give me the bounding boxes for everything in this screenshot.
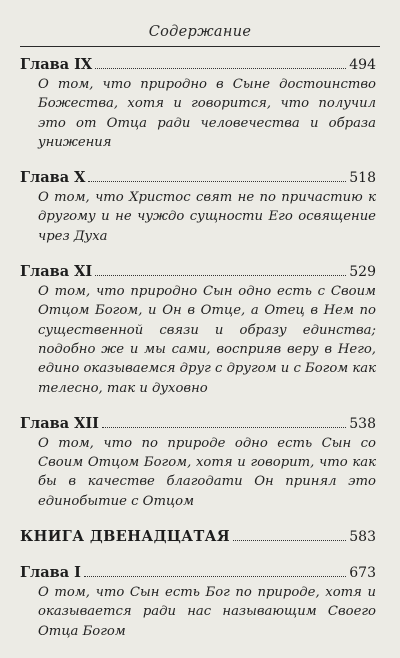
chapter-description: О том, что по природе одно есть Сын со Своим Отцом Богом, хотя и говорит, что как бы в качестве благодати Он принял это единобытие с Отцом	[38, 435, 376, 509]
chapter-label: Глава X	[20, 169, 86, 187]
page-number: 494	[349, 57, 376, 73]
header-rule	[20, 46, 380, 47]
toc-entry-book-12	[20, 528, 376, 545]
toc-entry-chapter-12	[20, 415, 376, 511]
dot-leader	[88, 181, 346, 182]
chapter-description: О том, что Христос свят не по причастию к другому и не чуждо сущности Его освящение чрез Духа	[38, 190, 376, 244]
toc-entry-chapter-10	[20, 169, 376, 246]
toc-entry-chapter-1	[20, 564, 376, 641]
page-number: 529	[349, 264, 376, 281]
page-number: 673	[349, 565, 376, 582]
chapter-label: Глава XI	[20, 263, 93, 281]
dot-leader	[84, 576, 346, 577]
toc-entry-chapter-9	[20, 56, 376, 152]
dot-leader	[95, 68, 346, 69]
page-number: 538	[349, 415, 376, 432]
book-label: КНИГА ДВЕНАДЦАТАЯ	[20, 528, 231, 546]
dot-leader	[95, 275, 346, 276]
chapter-label: Глава IX	[20, 56, 93, 73]
table-of-contents	[20, 56, 376, 658]
dot-leader	[233, 540, 346, 541]
dot-leader	[102, 427, 346, 428]
toc-entry-chapter-11	[20, 263, 376, 398]
page-number: 583	[349, 529, 376, 546]
chapter-description: О том, что Сын есть Бог по природе, хотя и оказывается ради нас называющим Своего Отца Богом	[38, 585, 376, 639]
chapter-description: О том, что природно Сын одно есть с Своим Отцом Богом, и Он в Отце, а Отец в Нем по существенной связи и образу единства; подобно же и мы сами, восприяв веру в Него, едино оказываемся друг с другом и с Богом как телесно, так и духовно	[38, 284, 376, 396]
running-head: Содержание	[148, 24, 252, 40]
chapter-description: О том, что природно в Сыне достоинство Божества, хотя и говорится, что получил это от Отца ради человечества и образа унижения	[38, 77, 376, 150]
page-number: 518	[349, 170, 376, 187]
chapter-label: Глава XII	[20, 414, 99, 432]
chapter-label: Глава I	[20, 564, 81, 582]
